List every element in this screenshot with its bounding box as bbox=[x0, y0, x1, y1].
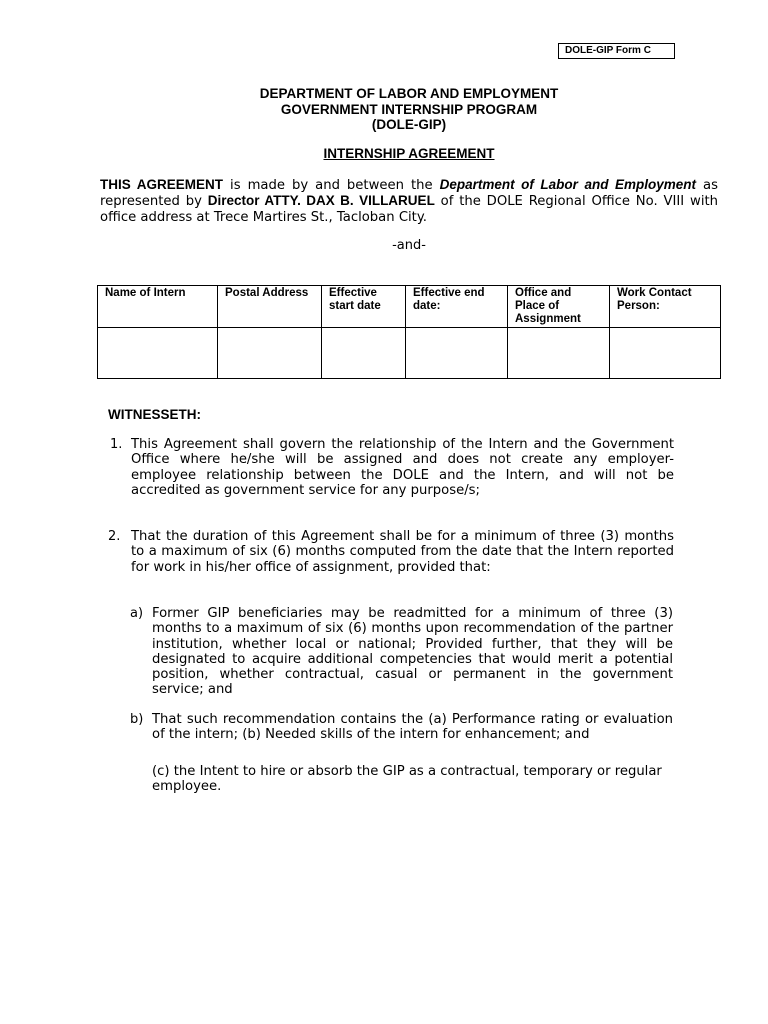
intern-table bbox=[97, 285, 721, 379]
cell-office[interactable] bbox=[508, 328, 610, 379]
item-b-text: That such recommendation contains the (a) Performance rating or evaluation of the intern; (b) Needed skills of the intern for enhancement; and bbox=[152, 712, 673, 743]
cell-name[interactable] bbox=[98, 328, 218, 379]
cell-start-date[interactable] bbox=[322, 328, 406, 379]
page-title: INTERNSHIP AGREEMENT bbox=[323, 146, 495, 161]
col-office-assignment: Office and Place of Assignment bbox=[508, 286, 610, 328]
item-2-number: 2. bbox=[108, 529, 121, 544]
item-a-letter: a) bbox=[130, 606, 144, 621]
table-row bbox=[98, 328, 721, 379]
col-postal-address: Postal Address bbox=[218, 286, 322, 328]
form-code-label: DOLE-GIP Form C bbox=[558, 43, 675, 59]
item-1-number: 1. bbox=[110, 437, 123, 452]
intro-party: Department of Labor and Employment bbox=[439, 177, 697, 192]
intro-representative: Director ATTY. DAX B. VILLARUEL bbox=[207, 193, 435, 209]
item-2-text: That the duration of this Agreement shall be for a minimum of three (3) months to a maximum of six (6) months computed from the date that the Intern reported for work in his/her office of assignment, provided that: bbox=[131, 529, 674, 575]
document-header bbox=[100, 86, 718, 133]
col-effective-start: Effective start date bbox=[322, 286, 406, 328]
cell-contact[interactable] bbox=[610, 328, 721, 379]
col-effective-end: Effective end date: bbox=[406, 286, 508, 328]
item-a-text: Former GIP beneficiaries may be readmitted for a minimum of three (3) months to a maximum of six (6) months upon recommendation of the partner institution, whether local or national; Provided further, that they will be designated to acquire additional competencies that would merit a potential position, whether contractual, casual or permanent in the government service; and bbox=[152, 606, 673, 698]
header-acronym: (DOLE-GIP) bbox=[371, 117, 447, 132]
cell-end-date[interactable] bbox=[406, 328, 508, 379]
header-department: DEPARTMENT OF LABOR AND EMPLOYMENT bbox=[259, 86, 559, 101]
intro-text-1: is made by and between the bbox=[223, 178, 440, 193]
intro-lead: THIS AGREEMENT bbox=[100, 177, 224, 192]
table-header-row bbox=[98, 286, 721, 328]
and-separator: -and- bbox=[392, 238, 426, 253]
item-c-text: (c) the Intent to hire or absorb the GIP as a contractual, temporary or regular employee. bbox=[152, 764, 662, 795]
col-name-of-intern: Name of Intern bbox=[98, 286, 218, 328]
item-1-text: This Agreement shall govern the relationship of the Intern and the Government Office where he/she will be assigned and does not create any employer- employee relationship between the DOLE and the Intern, and will not be accredited as government service for any purpose/s; bbox=[131, 437, 674, 498]
header-program: GOVERNMENT INTERNSHIP PROGRAM bbox=[280, 101, 538, 117]
intro-text-3: of the DOLE Regional Office No. VIII with office address at Trece Martires St., Tacloban City. bbox=[100, 194, 719, 225]
cell-address[interactable] bbox=[218, 328, 322, 379]
intro-text-2: as represented by bbox=[100, 178, 718, 210]
intro-paragraph bbox=[100, 177, 718, 225]
witnesseth-heading: WITNESSETH: bbox=[108, 407, 201, 422]
col-work-contact: Work Contact Person: bbox=[610, 286, 721, 328]
item-b-letter: b) bbox=[130, 712, 144, 727]
